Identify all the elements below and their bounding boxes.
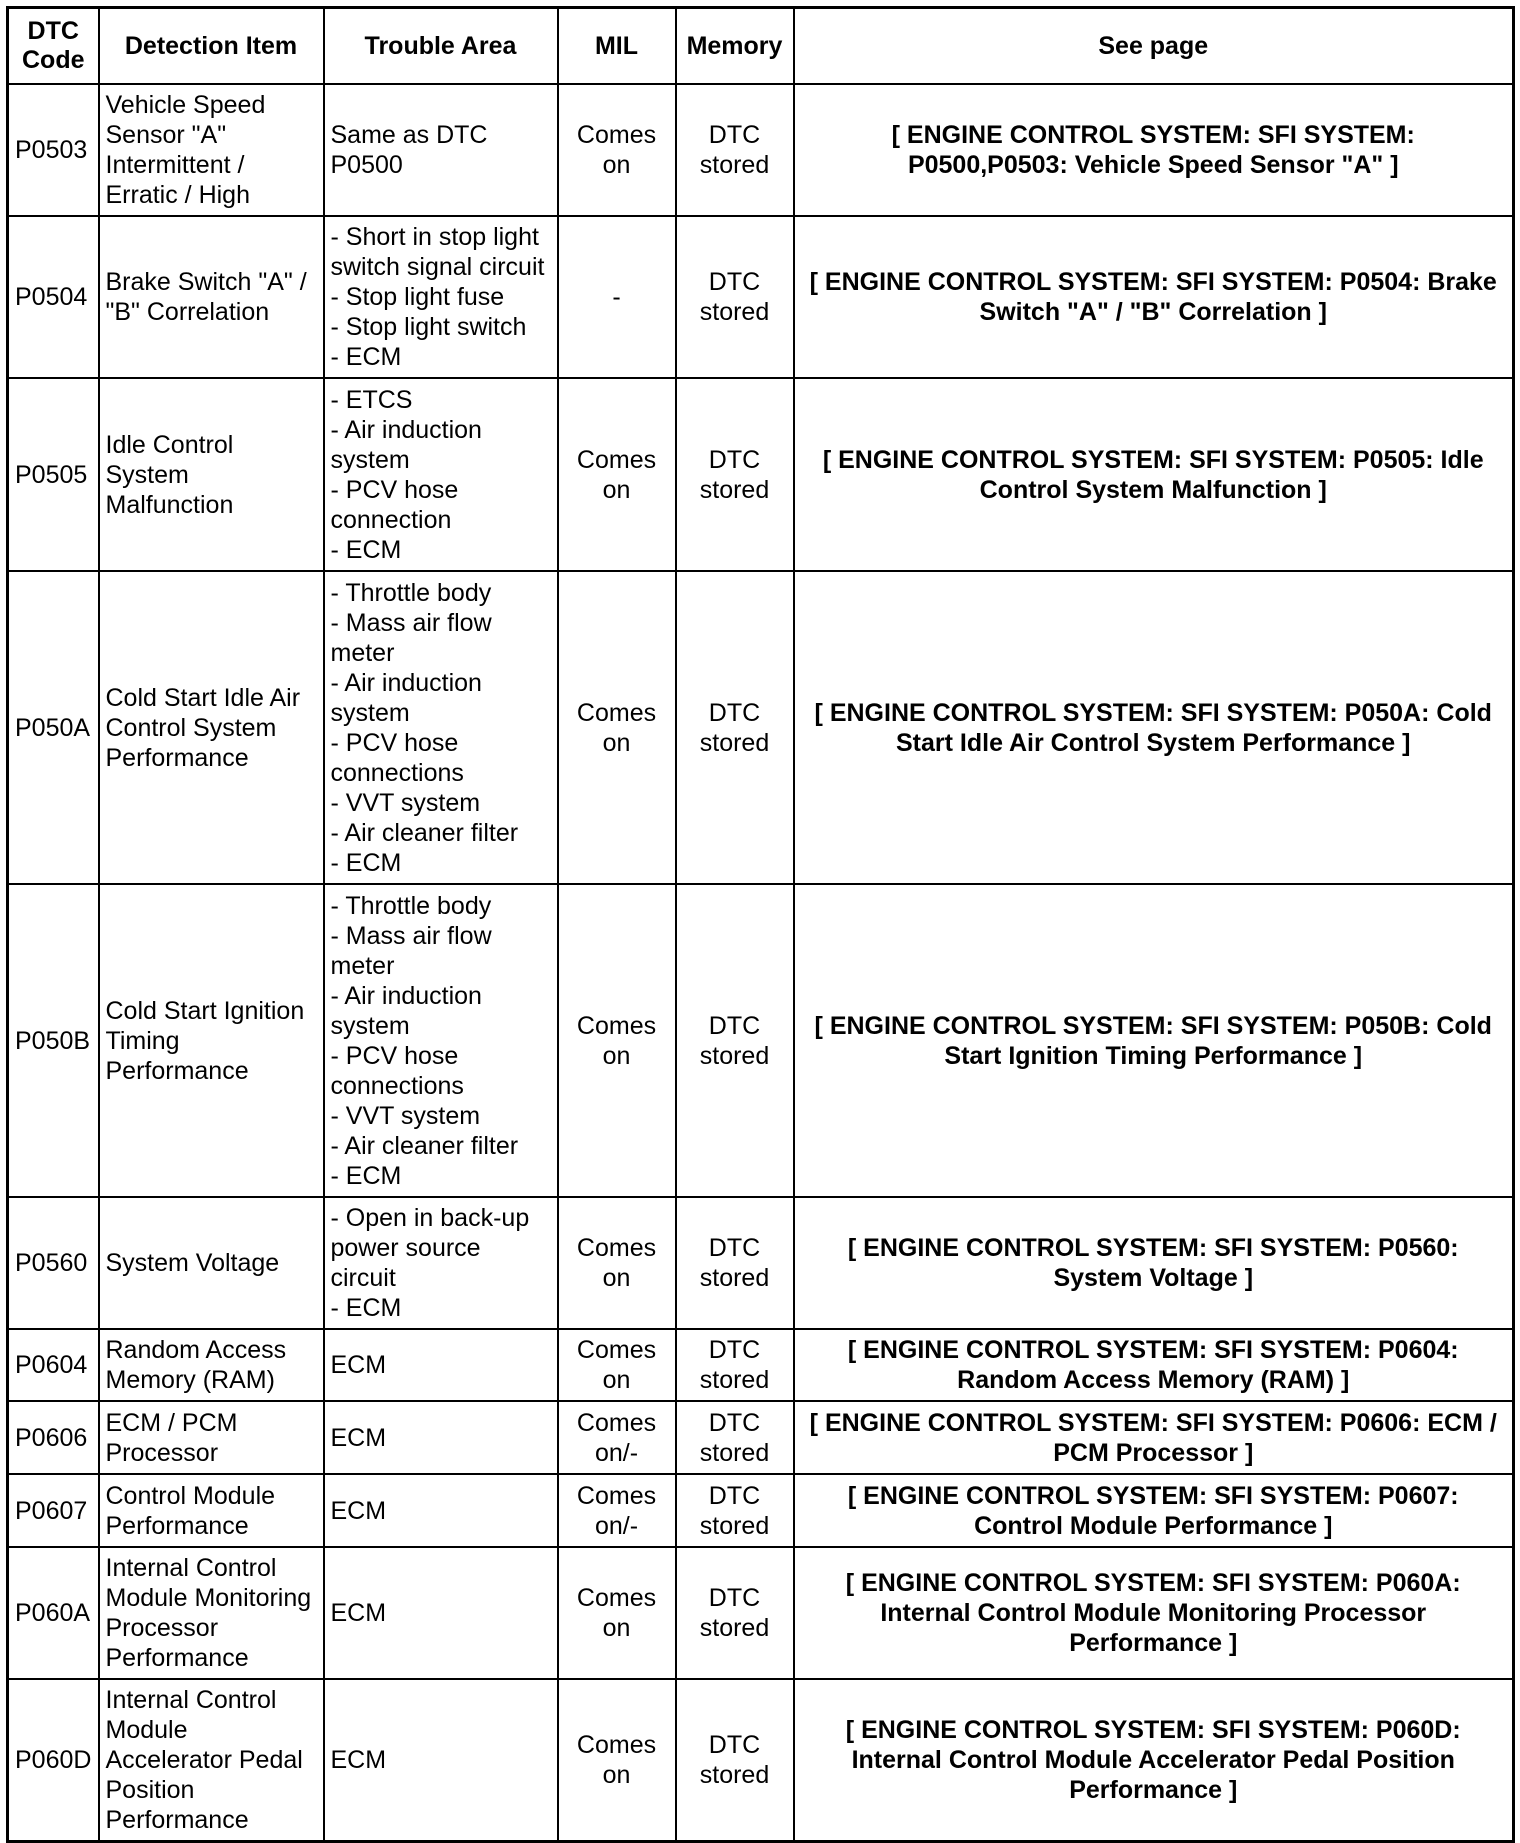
- table-row: [8, 1329, 1514, 1401]
- mil-cell: Comes on: [558, 571, 676, 884]
- detection-item-cell: Cold Start Idle Air Control System Performance: [99, 571, 324, 884]
- detection-item-cell: ECM / PCM Processor: [99, 1401, 324, 1474]
- dtc-code-cell: P0560: [8, 1197, 99, 1329]
- table-row: [8, 1547, 1514, 1679]
- header-row: [8, 8, 1514, 85]
- trouble-area-line: - Air induction system: [330, 415, 482, 474]
- trouble-area-line: ECM: [330, 1599, 387, 1627]
- table-row: [8, 884, 1514, 1197]
- header-see-page: See page: [794, 8, 1514, 85]
- see-page-cell: [ ENGINE CONTROL SYSTEM: SFI SYSTEM: P0500,P0503: Vehicle Speed Sensor "A" ]: [794, 84, 1514, 216]
- trouble-area-line: - Stop light switch: [330, 313, 527, 341]
- table-row: [8, 1197, 1514, 1329]
- see-page-cell: [ ENGINE CONTROL SYSTEM: SFI SYSTEM: P0607: Control Module Performance ]: [794, 1474, 1514, 1547]
- mil-cell: Comes on: [558, 84, 676, 216]
- trouble-area-line: - Mass air flow meter: [330, 921, 492, 980]
- memory-cell: DTC stored: [676, 884, 794, 1197]
- trouble-area-line: - ECM: [330, 535, 402, 564]
- header-memory: Memory: [676, 8, 794, 85]
- trouble-area-line: - Air induction system: [330, 981, 482, 1040]
- memory-cell: DTC stored: [676, 378, 794, 571]
- mil-cell: Comes on: [558, 1197, 676, 1329]
- trouble-area-cell: [324, 571, 558, 884]
- dtc-code-cell: P0604: [8, 1329, 99, 1401]
- mil-cell: Comes on: [558, 1679, 676, 1841]
- trouble-area-line: - Stop light fuse: [330, 283, 505, 311]
- detection-item-cell: Internal Control Module Accelerator Pedal Position Performance: [99, 1679, 324, 1841]
- dtc-code-cell: P0606: [8, 1401, 99, 1474]
- trouble-area-line: - Throttle body: [330, 578, 492, 607]
- memory-cell: DTC stored: [676, 1401, 794, 1474]
- see-page-cell: [ ENGINE CONTROL SYSTEM: SFI SYSTEM: P050B: Cold Start Ignition Timing Performance ]: [794, 884, 1514, 1197]
- see-page-cell: [ ENGINE CONTROL SYSTEM: SFI SYSTEM: P060D: Internal Control Module Accelerator Pedal Position Performance ]: [794, 1679, 1514, 1841]
- mil-cell: -: [558, 216, 676, 378]
- trouble-area-cell: [324, 378, 558, 571]
- dtc-code-cell: P0505: [8, 378, 99, 571]
- dtc-table-container: [6, 6, 1512, 1843]
- dtc-code-cell: P0607: [8, 1474, 99, 1547]
- dtc-code-cell: P060D: [8, 1679, 99, 1841]
- memory-cell: DTC stored: [676, 1329, 794, 1401]
- table-row: [8, 1401, 1514, 1474]
- header-trouble-area: Trouble Area: [324, 8, 558, 85]
- mil-cell: Comes on: [558, 884, 676, 1197]
- detection-item-cell: Idle Control System Malfunction: [99, 378, 324, 571]
- trouble-area-cell: [324, 216, 558, 378]
- table-row: [8, 216, 1514, 378]
- trouble-area-line: - ECM: [330, 343, 402, 371]
- memory-cell: DTC stored: [676, 1679, 794, 1841]
- trouble-area-cell: [324, 1679, 558, 1841]
- trouble-area-cell: [324, 1197, 558, 1329]
- detection-item-cell: Vehicle Speed Sensor "A" Intermittent / Erratic / High: [99, 84, 324, 216]
- memory-cell: DTC stored: [676, 1474, 794, 1547]
- see-page-cell: [ ENGINE CONTROL SYSTEM: SFI SYSTEM: P0560: System Voltage ]: [794, 1197, 1514, 1329]
- trouble-area-line: - Mass air flow meter: [330, 608, 492, 667]
- trouble-area-cell: [324, 1547, 558, 1679]
- table-row: [8, 1679, 1514, 1841]
- trouble-area-line: ECM: [330, 1745, 387, 1774]
- dtc-table: [6, 6, 1515, 1843]
- trouble-area-line: - PCV hose connections: [330, 728, 464, 787]
- trouble-area-line: - Open in back-up power source circuit: [330, 1204, 530, 1292]
- trouble-area-cell: [324, 84, 558, 216]
- trouble-area-line: ECM: [330, 1496, 387, 1525]
- trouble-area-line: - Air induction system: [330, 668, 482, 727]
- table-row: [8, 1474, 1514, 1547]
- trouble-area-line: - Air cleaner filter: [330, 818, 519, 847]
- header-dtc-code: DTC Code: [8, 8, 99, 85]
- header-mil: MIL: [558, 8, 676, 85]
- trouble-area-line: - Air cleaner filter: [330, 1131, 519, 1160]
- trouble-area-cell: [324, 1401, 558, 1474]
- mil-cell: Comes on: [558, 1547, 676, 1679]
- trouble-area-line: - VVT system: [330, 1101, 481, 1130]
- trouble-area-line: - ETCS: [330, 385, 413, 414]
- mil-cell: Comes on: [558, 1329, 676, 1401]
- see-page-cell: [ ENGINE CONTROL SYSTEM: SFI SYSTEM: P050A: Cold Start Idle Air Control System Performance ]: [794, 571, 1514, 884]
- trouble-area-cell: [324, 884, 558, 1197]
- table-row: [8, 378, 1514, 571]
- trouble-area-cell: [324, 1329, 558, 1401]
- mil-cell: Comes on/-: [558, 1401, 676, 1474]
- trouble-area-line: - ECM: [330, 1294, 402, 1322]
- trouble-area-line: - ECM: [330, 1161, 402, 1190]
- memory-cell: DTC stored: [676, 1197, 794, 1329]
- trouble-area-line: - VVT system: [330, 788, 481, 817]
- trouble-area-line: - ECM: [330, 848, 402, 877]
- trouble-area-line: - PCV hose connections: [330, 1041, 464, 1100]
- dtc-code-cell: P0503: [8, 84, 99, 216]
- trouble-area-line: ECM: [330, 1351, 387, 1379]
- detection-item-cell: Internal Control Module Monitoring Processor Performance: [99, 1547, 324, 1679]
- memory-cell: DTC stored: [676, 84, 794, 216]
- see-page-cell: [ ENGINE CONTROL SYSTEM: SFI SYSTEM: P0504: Brake Switch "A" / "B" Correlation ]: [794, 216, 1514, 378]
- see-page-cell: [ ENGINE CONTROL SYSTEM: SFI SYSTEM: P0505: Idle Control System Malfunction ]: [794, 378, 1514, 571]
- mil-cell: Comes on: [558, 378, 676, 571]
- see-page-cell: [ ENGINE CONTROL SYSTEM: SFI SYSTEM: P0604: Random Access Memory (RAM) ]: [794, 1329, 1514, 1401]
- detection-item-cell: Cold Start Ignition Timing Performance: [99, 884, 324, 1197]
- trouble-area-line: - PCV hose connection: [330, 475, 459, 534]
- memory-cell: DTC stored: [676, 571, 794, 884]
- table-row: [8, 84, 1514, 216]
- trouble-area-line: ECM: [330, 1423, 387, 1452]
- detection-item-cell: Random Access Memory (RAM): [99, 1329, 324, 1401]
- memory-cell: DTC stored: [676, 1547, 794, 1679]
- dtc-code-cell: P0504: [8, 216, 99, 378]
- memory-cell: DTC stored: [676, 216, 794, 378]
- detection-item-cell: Control Module Performance: [99, 1474, 324, 1547]
- dtc-code-cell: P050A: [8, 571, 99, 884]
- trouble-area-cell: [324, 1474, 558, 1547]
- trouble-area-line: - Throttle body: [330, 891, 492, 920]
- mil-cell: Comes on/-: [558, 1474, 676, 1547]
- detection-item-cell: Brake Switch "A" / "B" Correlation: [99, 216, 324, 378]
- dtc-code-cell: P050B: [8, 884, 99, 1197]
- table-row: [8, 571, 1514, 884]
- trouble-area-line: - Short in stop light switch signal circuit: [330, 223, 545, 281]
- dtc-code-cell: P060A: [8, 1547, 99, 1679]
- see-page-cell: [ ENGINE CONTROL SYSTEM: SFI SYSTEM: P0606: ECM / PCM Processor ]: [794, 1401, 1514, 1474]
- detection-item-cell: System Voltage: [99, 1197, 324, 1329]
- trouble-area-line: Same as DTC P0500: [330, 121, 488, 179]
- see-page-cell: [ ENGINE CONTROL SYSTEM: SFI SYSTEM: P060A: Internal Control Module Monitoring Processor Performance ]: [794, 1547, 1514, 1679]
- header-detection-item: Detection Item: [99, 8, 324, 85]
